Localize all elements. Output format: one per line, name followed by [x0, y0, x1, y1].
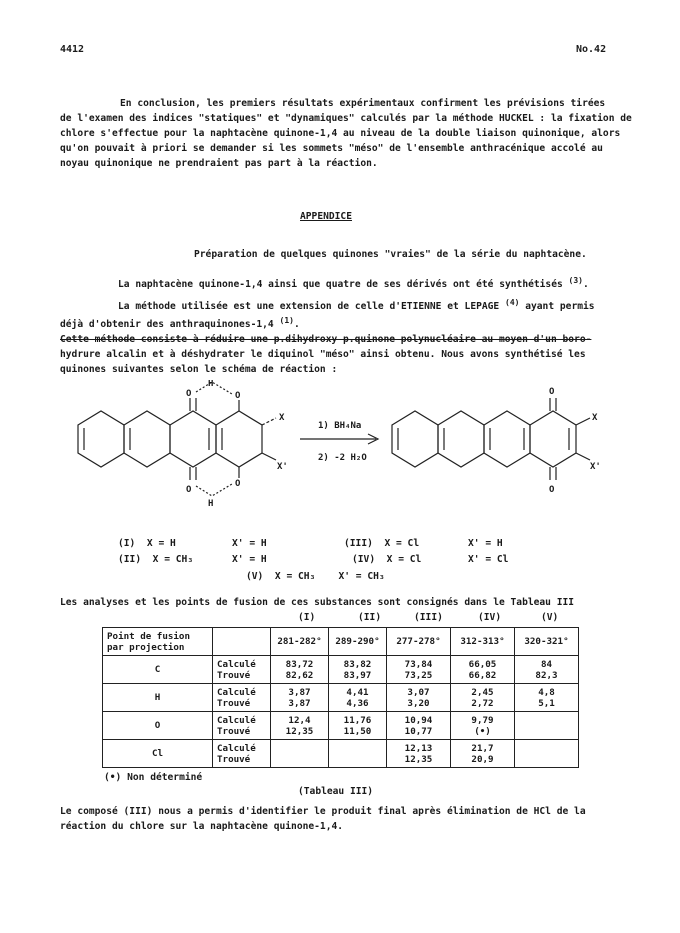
atom-label: H — [208, 499, 214, 509]
table-cell: 281-282° — [271, 628, 329, 656]
atom-label: O — [549, 387, 555, 397]
column-header: (III) — [414, 612, 443, 623]
row-label: C — [103, 656, 213, 684]
appendix-title: APPENDICE — [300, 211, 352, 222]
column-header: (II) — [358, 612, 382, 623]
text-line: déjà d'obtenir des anthraquinones-1,4 $^{(1)}$. — [60, 316, 300, 331]
compound-label: (IV) X = Cl — [352, 554, 422, 565]
reference-mark: (4) — [505, 298, 520, 307]
atom-label: H — [208, 380, 214, 389]
atom-label: O — [549, 485, 555, 495]
compound-label: X' = H — [232, 554, 267, 565]
analysis-table — [102, 627, 579, 768]
reference-mark: (3) — [568, 276, 583, 285]
product-molecule — [392, 398, 590, 480]
issue-number: No.42 — [576, 44, 607, 55]
atom-label: X' — [590, 462, 601, 472]
reaction-step: 1) BH₄Na — [318, 421, 362, 431]
compound-label: X' = H — [468, 538, 503, 549]
text-line: chlore s'effectue pour la naphtacène quinone-1,4 au niveau de la double liaison quinonique, alors — [60, 128, 621, 139]
atom-label: O — [235, 391, 241, 401]
atom-label: X — [279, 413, 285, 423]
compound-label: (I) X = H — [118, 538, 176, 549]
table-row: C Calculé Trouvé 83,72 82,62 83,82 83,97 73,84 73,25 66,05 66,82 84 82,3 — [103, 656, 579, 684]
text-line: hydrure alcalin et à déshydrater le diquinol "méso" ainsi obtenu. Nous avons synthétisé les — [60, 349, 586, 360]
page-number: 4412 — [60, 44, 85, 55]
atom-label: X' — [277, 462, 288, 472]
reactant-molecule — [78, 382, 276, 496]
text-line: quinones suivantes selon le schéma de réaction : — [60, 364, 338, 375]
table-caption: (Tableau III) — [298, 786, 374, 797]
table-row: H Calculé Trouvé 3,87 3,87 4,41 4,36 3,07 3,20 2,45 2,72 4,8 5,1 — [103, 684, 579, 712]
compound-label: (II) X = CH₃ — [118, 554, 194, 565]
text-line: La méthode utilisée est une extension de celle d'ETIENNE et LEPAGE $^{(4)}$ ayant permis — [118, 298, 595, 313]
table-cell: 320-321° — [515, 628, 579, 656]
text-line: La naphtacène quinone-1,4 ainsi que quatre de ses dérivés ont été synthétisés $^{(3)}$. — [118, 276, 589, 291]
table-cell: 289-290° — [329, 628, 387, 656]
table-row: O Calculé Trouvé 12,4 12,35 11,76 11,50 10,94 10,77 9,79 (•) — [103, 712, 579, 740]
table-cell: 277-278° — [387, 628, 451, 656]
column-header: (I) — [298, 612, 316, 623]
table-note: (•) Non déterminé — [104, 772, 203, 783]
table-cell: 312-313° — [451, 628, 515, 656]
reaction-step: 2) -2 H₂O — [318, 453, 367, 463]
reference-mark: (1) — [279, 316, 294, 325]
reaction-scheme — [0, 380, 680, 520]
compound-label: (V) X = CH₃ X' = CH₃ — [246, 571, 385, 582]
text-line: de l'examen des indices "statiques" et "dynamiques" calculés par la méthode HUCKEL : la fixation de — [60, 113, 632, 124]
text-line: qu'on pouvait à priori se demander si les sommets "méso" de l'ensemble anthracénique accolé au — [60, 143, 603, 154]
table-intro: Les analyses et les points de fusion de ces substances sont consignés dans le Tableau III — [60, 597, 575, 608]
compound-label: (III) X = Cl — [344, 538, 420, 549]
text-line: Le composé (III) nous a permis d'identifier le produit final après élimination de HCl de la — [60, 806, 586, 817]
text-line: noyau quinonique ne prendraient pas part à la réaction. — [60, 158, 378, 169]
table-row — [103, 628, 579, 656]
atom-label: O — [235, 479, 241, 489]
table-row: Cl Calculé Trouvé 12,13 12,35 21,7 20,9 — [103, 740, 579, 768]
final-paragraph — [60, 804, 620, 834]
compound-label: X' = H — [232, 538, 267, 549]
column-header: (IV) — [478, 612, 502, 623]
conclusion-paragraph — [60, 96, 632, 171]
compound-label: X' = Cl — [468, 554, 509, 565]
atom-label: O — [186, 389, 192, 399]
strikethrough-line: Cette méthode consiste à réduire une p.dihydroxy p.quinone polynucléaire au moyen d'un boro- — [60, 334, 592, 345]
row-label: Point de fusion par projection — [103, 628, 213, 656]
column-header: (V) — [541, 612, 559, 623]
atom-label: O — [186, 485, 192, 495]
text-line: En conclusion, les premiers résultats expérimentaux confirment les prévisions tirées — [120, 98, 606, 109]
appendix-subtitle: Préparation de quelques quinones "vraies" de la série du naphtacène. — [194, 249, 587, 260]
text-line: réaction du chlore sur la naphtacène quinone-1,4. — [60, 821, 344, 832]
row-label: O — [103, 712, 213, 740]
row-label: H — [103, 684, 213, 712]
atom-label: X — [592, 413, 598, 423]
row-label: Cl — [103, 740, 213, 768]
